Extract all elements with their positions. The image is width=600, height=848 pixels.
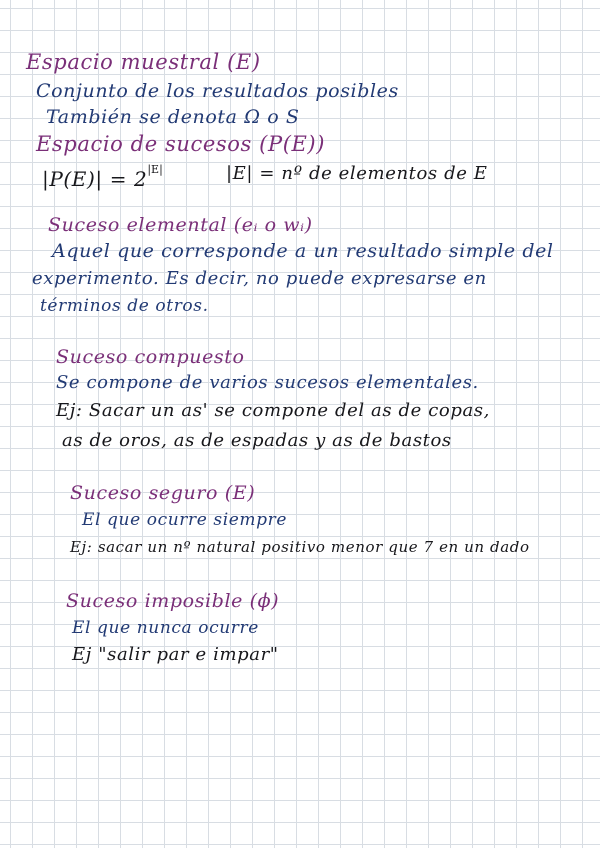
formula-cardinal-partes	[42, 164, 163, 189]
text-ejemplo-par-impar: Ej "salir par e impar"	[72, 644, 279, 665]
heading-suceso-seguro: Suceso seguro (E)	[70, 482, 256, 504]
heading-suceso-imposible: Suceso imposible (ϕ)	[66, 590, 280, 612]
text-ejemplo-sacar-as: Ej: Sacar un as' se compone del as de copas,	[56, 400, 490, 421]
text-conjunto-resultados: Conjunto de los resultados posibles	[36, 80, 399, 102]
heading-espacio-muestral: Espacio muestral (E)	[26, 50, 261, 74]
text-aquel-que-corresponde: Aquel que corresponde a un resultado simple del	[52, 240, 554, 262]
heading-suceso-compuesto: Suceso compuesto	[56, 346, 245, 368]
text-ejemplo-dado: Ej: sacar un nº natural positivo menor que 7 en un dado	[70, 538, 530, 556]
text-nunca-ocurre: El que nunca ocurre	[72, 618, 259, 638]
text-tambien-se-denota: También se denota Ω o S	[46, 106, 300, 128]
text-terminos-de-otros: términos de otros.	[40, 296, 209, 316]
formula-base: |P(E)| = 2	[42, 167, 148, 191]
text-numero-elementos: |E| = nº de elementos de E	[226, 163, 488, 184]
heading-suceso-elemental: Suceso elemental (eᵢ o wᵢ)	[48, 214, 313, 236]
formula-exponent: |E|	[147, 163, 163, 176]
text-se-compone: Se compone de varios sucesos elementales.	[56, 372, 479, 393]
heading-espacio-sucesos: Espacio de sucesos (P(E))	[36, 132, 326, 156]
text-ases: as de oros, as de espadas y as de bastos	[62, 430, 452, 451]
text-ocurre-siempre: El que ocurre siempre	[82, 510, 287, 530]
text-experimento: experimento. Es decir, no puede expresarse en	[32, 268, 487, 289]
